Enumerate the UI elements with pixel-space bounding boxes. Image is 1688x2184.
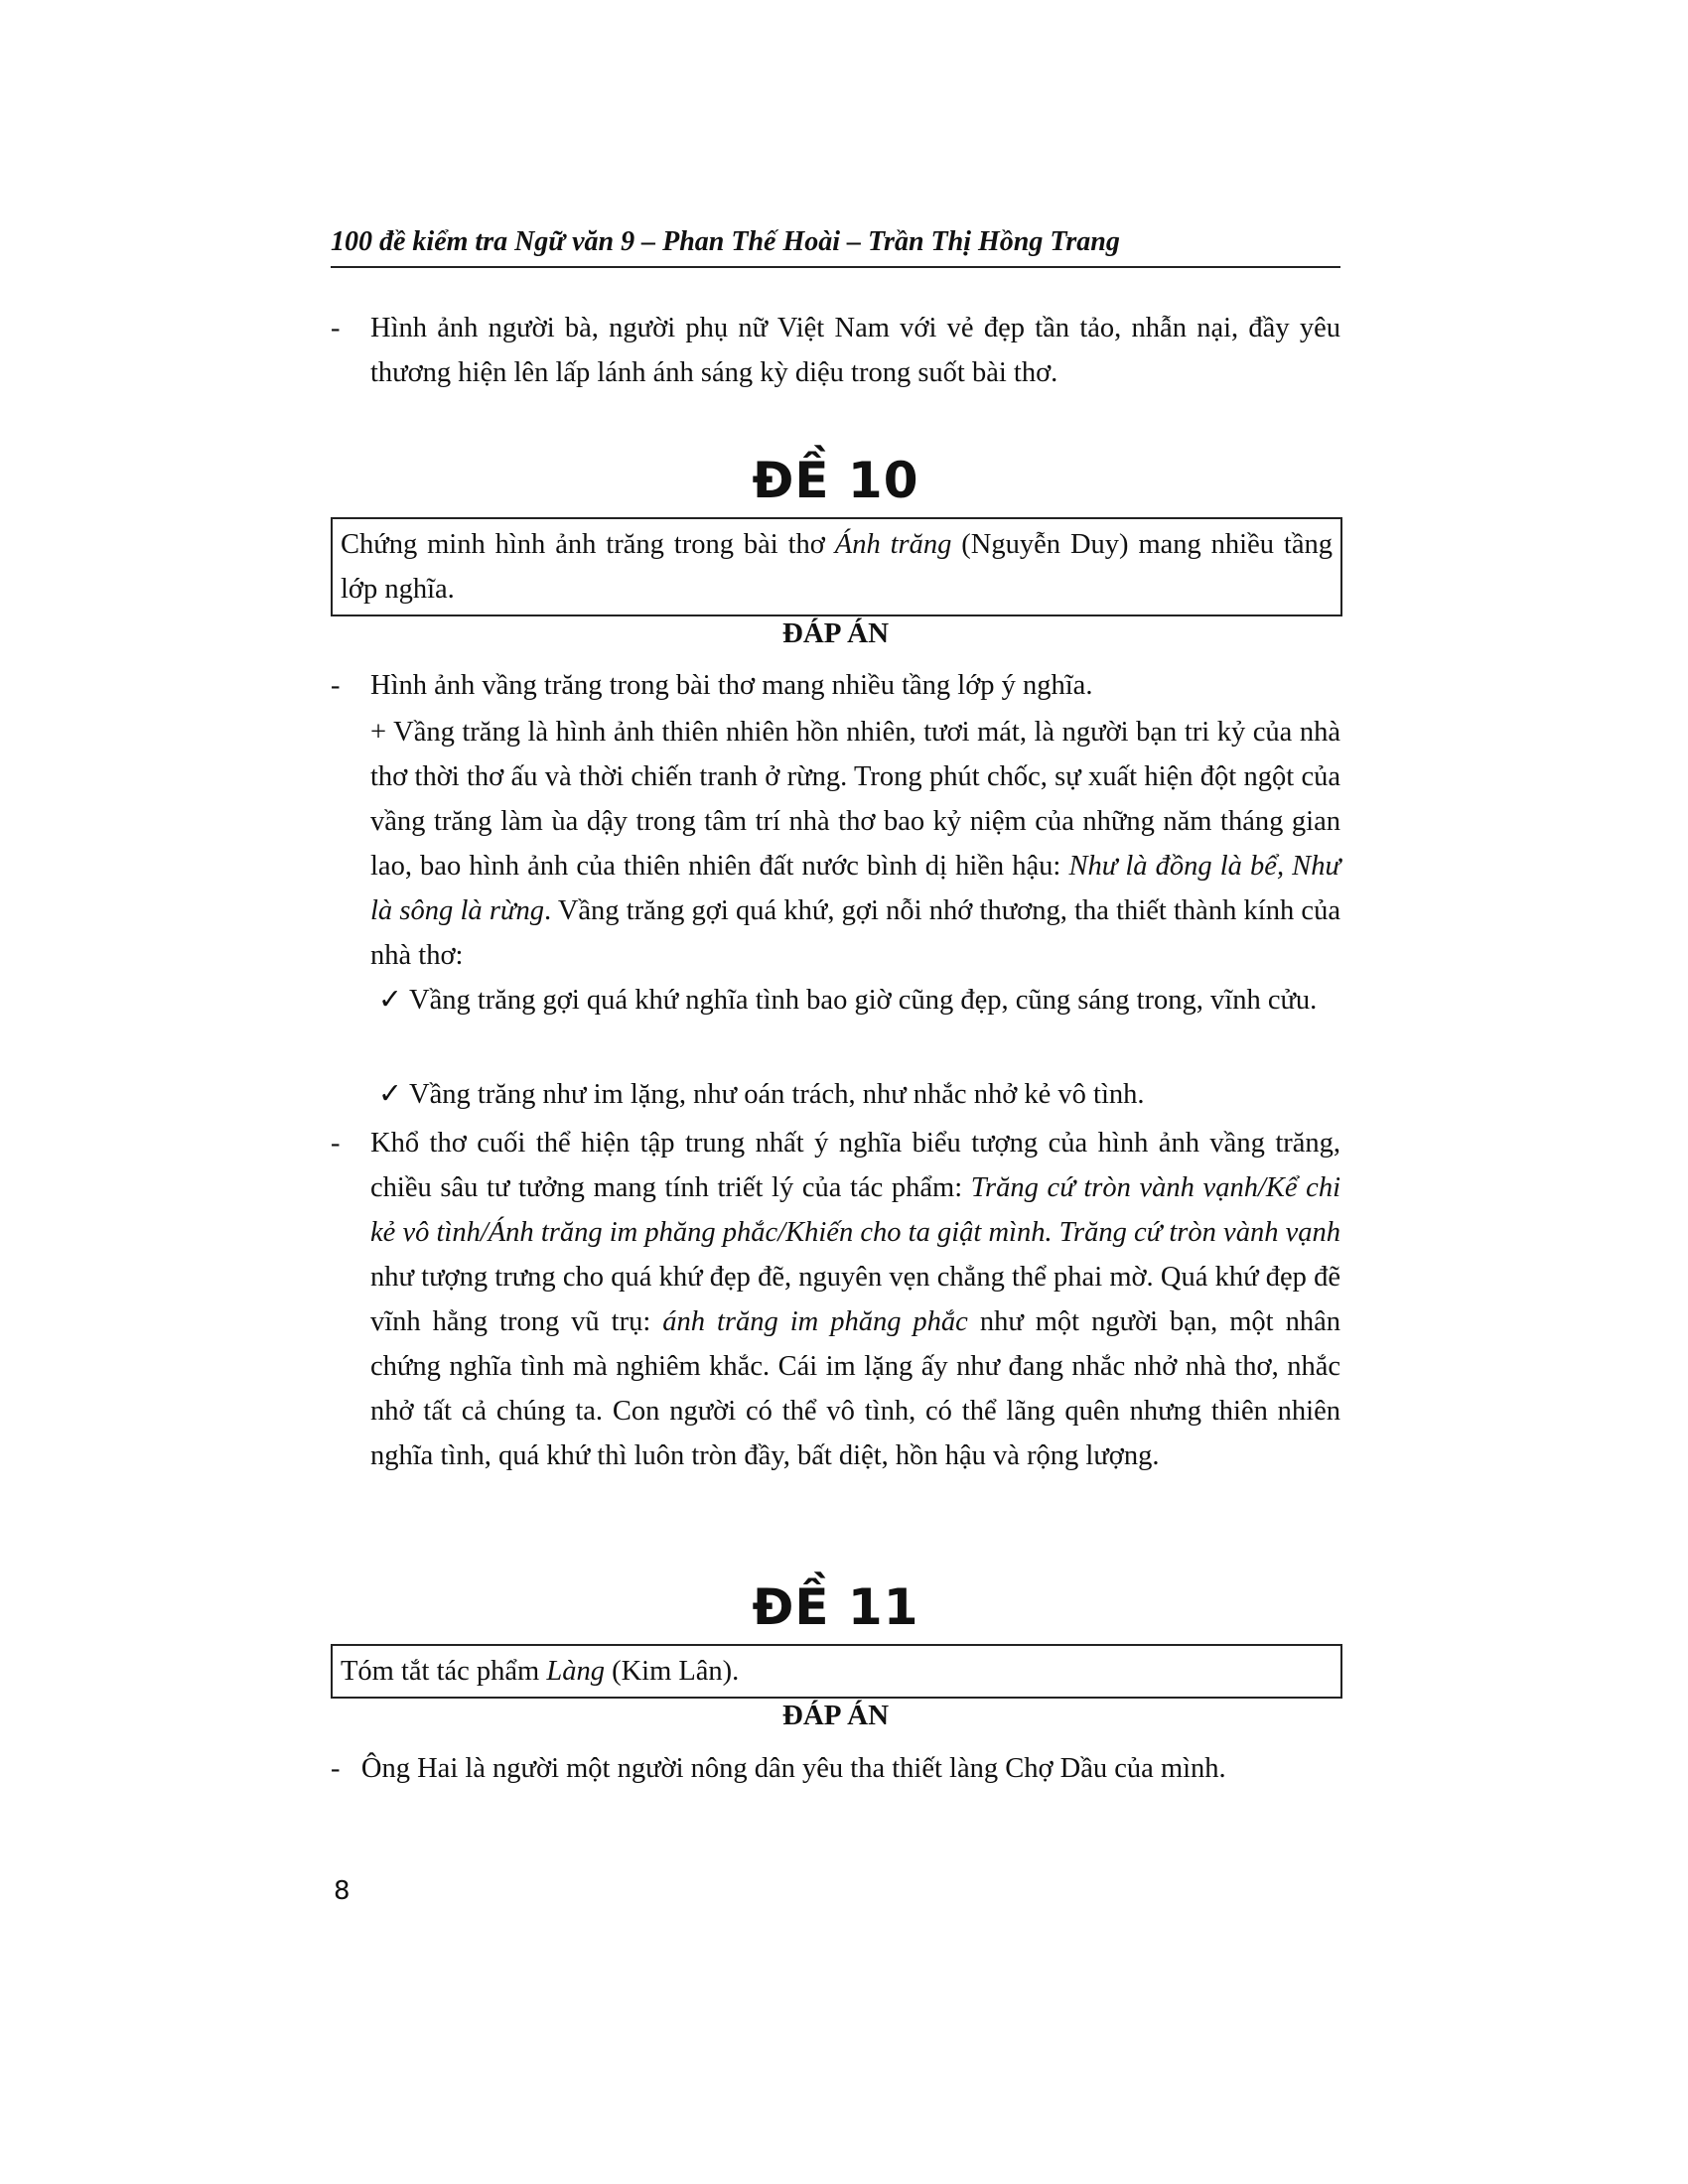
check-icon: ✓ [378,985,402,1016]
bullet-text: Ông Hai là người một người nông dân yêu tha thiết làng Chợ Dầu của mình. [360,1753,1226,1784]
check-item [331,1072,1340,1117]
page-number: 8 [334,1876,351,1906]
bullet-text: Hình ảnh người bà, người phụ nữ Việt Nam với vẻ đẹp tần tảo, nhẫn nại, đầy yêu thương hiện lên lấp lánh ánh sáng kỳ diệu trong suốt bài thơ. [370,313,1340,388]
answer-bullet [331,1746,1340,1791]
question-text: Tóm tắt tác phẩm [341,1656,547,1687]
intro-bullet [331,306,1340,395]
bullet-text [370,1121,1340,1478]
question-box-de-10 [331,517,1342,616]
question-box-de-11 [331,1644,1342,1699]
poem-quote: Như là đồng là bể, Như là sông là rừng [370,851,1340,926]
work-title: Làng [546,1656,605,1687]
text-run: như một người bạn, một nhân chứng nghĩa tình mà nghiêm khắc. Cái im lặng ấy như đang nhắc nhở nhà thơ, nhắc nhở tất cả chúng ta. Con người có thể vô tình, có thể lãng quên nhưng thiên nhiên nghĩa tình, quá khứ thì luôn tròn đầy, bất diệt, hồn hậu và rộng lượng. [370,1306,1340,1471]
question-text: (Kim Lân). [604,1656,740,1687]
section-title-de-10: ĐỀ 10 [752,452,919,509]
check-text: Vầng trăng như im lặng, như oán trách, như nhắc nhở kẻ vô tình. [409,1079,1145,1110]
bullet-dash: - [331,313,341,343]
text-run: như tượng trưng cho quá khứ đẹp đẽ, nguyên vẹn chẳng thể phai mờ. Quá khứ đẹp đẽ vĩnh hằng trong vũ trụ: [370,1262,1340,1337]
text-run: Khổ thơ cuối thể hiện tập trung nhất ý nghĩa biểu tượng của hình ảnh vầng trăng, chiều sâu tư tưởng mang tính triết lý của tác phẩm: [370,1128,1340,1203]
answer-bullet [331,663,1340,708]
sub-point-text: . Vầng trăng gợi quá khứ, gợi nỗi nhớ thương, tha thiết thành kính của nhà thơ: [370,895,1340,971]
bullet-dash: - [331,1753,341,1784]
answer-heading: ĐÁP ÁN [781,1700,890,1731]
poem-quote: Trăng cứ tròn vành vạnh/Kể chi kẻ vô tình/Ánh trăng im phăng phắc/Khiến cho ta giật mình. Trăng cứ tròn vành vạnh [370,1172,1340,1248]
poem-quote: ánh trăng im phăng phắc [662,1306,968,1337]
check-text: Vầng trăng gợi quá khứ nghĩa tình bao giờ cũng đẹp, cũng sáng trong, vĩnh cửu. [409,985,1318,1016]
sub-point [370,710,1340,978]
question-text: Chứng minh hình ảnh trăng trong bài thơ [341,529,835,560]
sub-point-text: + Vầng trăng là hình ảnh thiên nhiên hồn nhiên, tươi mát, là người bạn tri kỷ của nhà thơ thời thơ ấu và thời chiến tranh ở rừng. Trong phút chốc, sự xuất hiện đột ngột của vầng trăng làm ùa dậy trong tâm trí nhà thơ bao kỷ niệm của những năm tháng gian lao, bao hình ảnh của thiên nhiên đất nước bình dị hiền hậu: [370,717,1340,882]
section-title-de-11: ĐỀ 11 [752,1578,919,1636]
bullet-dash: - [331,670,341,701]
bullet-text: Hình ảnh vầng trăng trong bài thơ mang nhiều tầng lớp ý nghĩa. [370,670,1093,701]
check-item [331,978,1340,1023]
answer-heading: ĐÁP ÁN [781,617,890,649]
header-rule [331,266,1340,268]
answer-bullet [331,1121,1340,1478]
question-text: (Nguyễn Duy) mang nhiều tầng lớp nghĩa. [341,529,1333,605]
bullet-dash: - [331,1128,341,1159]
check-icon: ✓ [378,1079,402,1110]
running-header: 100 đề kiểm tra Ngữ văn 9 – Phan Thế Hoài – Trần Thị Hồng Trang [331,226,1120,257]
work-title: Ánh trăng [834,529,952,560]
